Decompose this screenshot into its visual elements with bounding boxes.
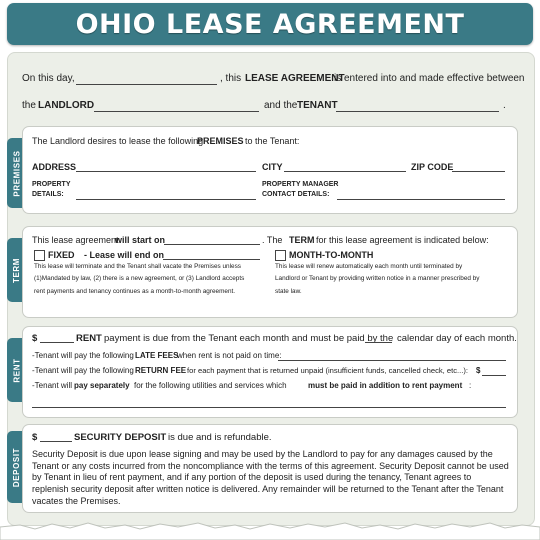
form-title: OHIO LEASE AGREEMENT <box>75 8 465 40</box>
late-fees-bold: LATE FEES <box>135 351 179 360</box>
premises-bold: PREMISES <box>197 136 244 146</box>
term-pre: . The <box>262 235 283 245</box>
rent-dollar: $ <box>32 333 38 344</box>
util-mid: for the following utilities and services which <box>134 381 287 390</box>
return-fee-field[interactable] <box>482 375 506 376</box>
premises-intro-text: The Landlord desires to lease the following <box>32 136 204 146</box>
util-bold-1: pay separately <box>74 381 130 390</box>
rent-mid: payment is due from the Tenant each month and must be paid by the <box>104 333 394 344</box>
mtm-line-2: Landlord or Tenant by providing written notice in a manner prescribed by <box>275 275 480 283</box>
property-label: PROPERTY <box>32 181 71 188</box>
entered-text: is entered into and made effective between <box>334 73 525 84</box>
rent-bold: RENT <box>76 333 102 344</box>
rent-end: calendar day of each month. <box>397 333 517 344</box>
end-date-field[interactable] <box>163 259 260 260</box>
utilities-field[interactable] <box>32 407 506 408</box>
util-colon: : <box>469 381 472 390</box>
intro-period: . <box>503 100 506 111</box>
torn-edge <box>0 515 540 540</box>
return-post: for each payment that is returned unpaid (insufficient funds, cancelled check, etc...): <box>187 366 468 375</box>
landlord-name-field[interactable] <box>94 111 259 112</box>
fixed-checkbox[interactable] <box>34 250 45 261</box>
property-manager-label: PROPERTY MANAGER <box>262 181 339 188</box>
fixed-line-2: (1)Mandated by law, (2) there is a new agreement, or (3) Landlord accepts <box>34 275 245 283</box>
address-field[interactable] <box>76 171 256 172</box>
month-to-month-checkbox[interactable] <box>275 250 286 261</box>
contact-details-label: CONTACT DETAILS: <box>262 191 330 198</box>
deposit-dollar: $ <box>32 432 38 443</box>
mtm-description <box>275 261 480 298</box>
deposit-post: is due and is refundable. <box>168 432 272 443</box>
on-this-day-label: On this day, <box>22 73 75 84</box>
fixed-line-3: rent payments and tenancy continues as a month-to-month agreement. <box>34 287 236 295</box>
this-label: , this <box>220 73 242 84</box>
late-fees-field[interactable] <box>278 360 506 361</box>
late-post: when rent is not paid on time: <box>177 351 282 360</box>
fixed-end-label: - Lease will end on <box>84 250 165 260</box>
zip-label: ZIP CODE <box>411 162 454 172</box>
term-tab-label: TERM <box>12 257 22 283</box>
deposit-amount-field[interactable] <box>40 441 72 442</box>
mtm-line-3: state law. <box>275 287 302 295</box>
rent-amount-field[interactable] <box>40 342 74 343</box>
tenant-name-field[interactable] <box>336 111 499 112</box>
and-the-label: and the <box>264 100 298 111</box>
security-deposit-bold: SECURITY DEPOSIT <box>74 432 167 443</box>
start-bold: will start on <box>115 235 166 245</box>
rent-tab-label: RENT <box>12 357 22 383</box>
late-pre: -Tenant will pay the following <box>32 351 134 360</box>
landlord-label: LANDLORD <box>38 100 95 111</box>
fixed-label: FIXED <box>48 250 75 260</box>
premises-tab-label: PREMISES <box>12 149 22 197</box>
lease-agreement-label: LEASE AGREEMENT <box>245 73 345 84</box>
return-fee-bold: RETURN FEE <box>135 366 187 375</box>
return-dollar: $ <box>476 366 481 375</box>
fixed-description <box>34 261 244 298</box>
title-banner <box>7 3 533 45</box>
tenant-label: TENANT <box>297 100 338 111</box>
fixed-line-1: This lease will terminate and the Tenant shall vacate the Premises unless <box>34 263 241 270</box>
contact-details-field[interactable] <box>337 199 505 200</box>
date-field[interactable] <box>76 84 217 85</box>
return-pre: -Tenant will pay the following <box>32 366 134 375</box>
month-to-month-label: MONTH-TO-MONTH <box>289 250 374 260</box>
zip-field[interactable] <box>452 171 505 172</box>
deposit-paragraph: Security Deposit is due upon lease signing and may be used by the Landlord to pay for any damages caused by the Tenant or any costs incurred from the noncompliance with the terms of this agreement. Security Deposit cannot be used by Tenant in lieu of rent payment, and if any portion of the deposit is used during the tenancy, Tenant agrees to replenish security deposit after written notice is delivered. Any remainder will be returned to the Tenant after the Tenant vacates the Premises. <box>32 449 509 506</box>
address-label: ADDRESS <box>32 162 77 172</box>
term-post: for this lease agreement is indicated below: <box>316 235 489 245</box>
term-bold: TERM <box>289 235 315 245</box>
mtm-line-1: This lease will renew automatically each month until terminated by <box>275 263 463 270</box>
the-label: the <box>22 100 36 111</box>
city-label: CITY <box>262 162 283 172</box>
due-day-field[interactable] <box>365 342 392 343</box>
util-pre: -Tenant will <box>32 381 73 390</box>
property-details-field[interactable] <box>76 199 256 200</box>
start-text: This lease agreement <box>32 235 119 245</box>
city-field[interactable] <box>284 171 406 172</box>
util-bold-2: must be paid in addition to rent payment <box>308 381 463 390</box>
premises-intro-post: to the Tenant: <box>245 136 300 146</box>
details-label: DETAILS: <box>32 191 64 198</box>
start-date-field[interactable] <box>164 244 260 245</box>
deposit-tab-label: DEPOSIT <box>12 447 22 487</box>
